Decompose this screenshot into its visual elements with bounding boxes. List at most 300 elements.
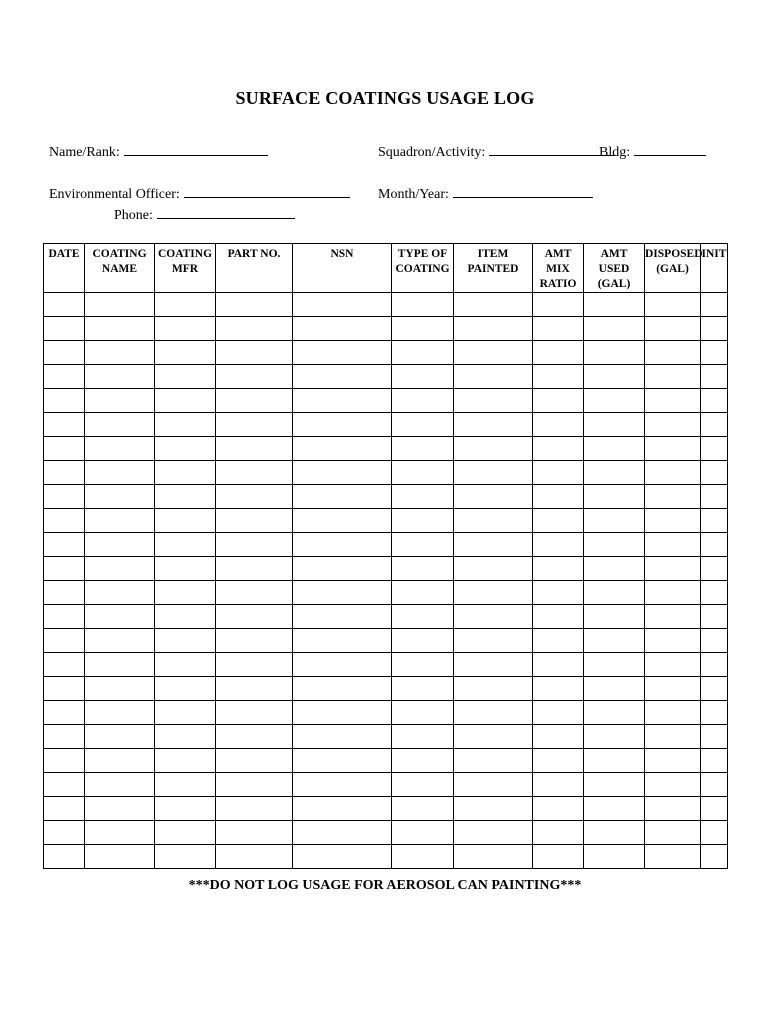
table-cell[interactable] — [293, 533, 392, 557]
table-cell[interactable] — [85, 509, 155, 533]
table-cell[interactable] — [44, 629, 85, 653]
table-cell[interactable] — [533, 797, 584, 821]
table-cell[interactable] — [454, 653, 533, 677]
table-cell[interactable] — [533, 461, 584, 485]
table-cell[interactable] — [533, 821, 584, 845]
table-cell[interactable] — [44, 677, 85, 701]
table-cell[interactable] — [392, 725, 454, 749]
table-cell[interactable] — [44, 341, 85, 365]
table-cell[interactable] — [155, 533, 216, 557]
table-cell[interactable] — [155, 485, 216, 509]
header-nsn: NSN — [293, 244, 392, 293]
table-cell[interactable] — [392, 821, 454, 845]
table-cell[interactable] — [155, 749, 216, 773]
squadron-activity-field — [378, 143, 615, 161]
table-cell[interactable] — [293, 701, 392, 725]
table-cell[interactable] — [293, 317, 392, 341]
table-cell[interactable] — [85, 317, 155, 341]
table-cell[interactable] — [645, 677, 701, 701]
table-cell[interactable] — [701, 845, 728, 869]
table-cell[interactable] — [645, 773, 701, 797]
table-cell[interactable] — [701, 821, 728, 845]
table-cell[interactable] — [155, 365, 216, 389]
table-cell[interactable] — [44, 773, 85, 797]
table-row — [44, 581, 728, 605]
squadron-activity-label: Squadron/Activity: — [378, 145, 486, 160]
table-cell[interactable] — [701, 677, 728, 701]
page-title: SURFACE COATINGS USAGE LOG — [235, 88, 535, 108]
table-cell[interactable] — [216, 437, 293, 461]
table-cell[interactable] — [533, 389, 584, 413]
table-cell[interactable] — [584, 437, 645, 461]
table-cell[interactable] — [454, 437, 533, 461]
table-cell[interactable] — [392, 773, 454, 797]
table-cell[interactable] — [645, 605, 701, 629]
table-cell[interactable] — [454, 317, 533, 341]
table-cell[interactable] — [155, 341, 216, 365]
table-cell[interactable] — [533, 749, 584, 773]
table-cell[interactable] — [44, 821, 85, 845]
table-cell[interactable] — [85, 605, 155, 629]
table-cell[interactable] — [584, 581, 645, 605]
table-cell[interactable] — [701, 581, 728, 605]
table-cell[interactable] — [533, 533, 584, 557]
table-cell[interactable] — [85, 293, 155, 317]
table-cell[interactable] — [293, 773, 392, 797]
table-cell[interactable] — [155, 293, 216, 317]
table-cell[interactable] — [533, 413, 584, 437]
table-cell[interactable] — [44, 845, 85, 869]
table-cell[interactable] — [85, 365, 155, 389]
table-cell[interactable] — [44, 317, 85, 341]
table-cell[interactable] — [44, 293, 85, 317]
table-cell[interactable] — [216, 317, 293, 341]
table-cell[interactable] — [44, 437, 85, 461]
table-cell[interactable] — [155, 773, 216, 797]
table-cell[interactable] — [454, 461, 533, 485]
table-cell[interactable] — [216, 509, 293, 533]
table-cell[interactable] — [645, 365, 701, 389]
table-cell[interactable] — [701, 437, 728, 461]
table-cell[interactable] — [44, 413, 85, 437]
table-cell[interactable] — [584, 797, 645, 821]
table-cell[interactable] — [44, 509, 85, 533]
phone-input-line[interactable] — [157, 206, 295, 219]
table-cell[interactable] — [216, 629, 293, 653]
table-cell[interactable] — [155, 701, 216, 725]
table-cell[interactable] — [85, 485, 155, 509]
table-cell[interactable] — [293, 845, 392, 869]
table-cell[interactable] — [392, 413, 454, 437]
table-cell[interactable] — [701, 389, 728, 413]
table-cell[interactable] — [645, 317, 701, 341]
table-cell[interactable] — [454, 533, 533, 557]
table-cell[interactable] — [216, 797, 293, 821]
table-cell[interactable] — [533, 317, 584, 341]
table-cell[interactable] — [533, 341, 584, 365]
table-cell[interactable] — [392, 485, 454, 509]
table-cell[interactable] — [584, 725, 645, 749]
table-cell[interactable] — [701, 365, 728, 389]
header-init: INIT — [701, 244, 728, 293]
table-cell[interactable] — [85, 389, 155, 413]
table-cell[interactable] — [155, 845, 216, 869]
environmental-officer-field — [49, 185, 350, 203]
table-cell[interactable] — [701, 413, 728, 437]
table-cell[interactable] — [85, 461, 155, 485]
table-cell[interactable] — [293, 725, 392, 749]
table-cell[interactable] — [44, 581, 85, 605]
table-cell[interactable] — [44, 605, 85, 629]
table-cell[interactable] — [454, 581, 533, 605]
table-cell[interactable] — [701, 317, 728, 341]
table-cell[interactable] — [645, 341, 701, 365]
table-cell[interactable] — [44, 389, 85, 413]
table-cell[interactable] — [533, 509, 584, 533]
table-cell[interactable] — [392, 845, 454, 869]
table-cell[interactable] — [44, 653, 85, 677]
table-cell[interactable] — [533, 581, 584, 605]
table-cell[interactable] — [85, 629, 155, 653]
table-cell[interactable] — [645, 749, 701, 773]
table-cell[interactable] — [454, 773, 533, 797]
table-cell[interactable] — [454, 389, 533, 413]
table-cell[interactable] — [584, 461, 645, 485]
table-cell[interactable] — [584, 485, 645, 509]
table-cell[interactable] — [584, 653, 645, 677]
table-cell[interactable] — [155, 605, 216, 629]
table-cell[interactable] — [584, 677, 645, 701]
table-cell[interactable] — [584, 557, 645, 581]
table-cell[interactable] — [701, 749, 728, 773]
table-cell[interactable] — [645, 557, 701, 581]
table-cell[interactable] — [454, 605, 533, 629]
table-cell[interactable] — [701, 293, 728, 317]
table-cell[interactable] — [155, 389, 216, 413]
table-cell[interactable] — [392, 581, 454, 605]
table-cell[interactable] — [392, 749, 454, 773]
table-cell[interactable] — [584, 821, 645, 845]
table-cell[interactable] — [216, 413, 293, 437]
table-cell[interactable] — [645, 701, 701, 725]
squadron-activity-input-line[interactable] — [489, 143, 615, 156]
table-cell[interactable] — [454, 725, 533, 749]
table-cell[interactable] — [85, 413, 155, 437]
table-row — [44, 389, 728, 413]
table-cell[interactable] — [155, 461, 216, 485]
table-cell[interactable] — [392, 389, 454, 413]
table-cell[interactable] — [293, 749, 392, 773]
table-cell[interactable] — [584, 389, 645, 413]
table-cell[interactable] — [216, 557, 293, 581]
table-cell[interactable] — [392, 365, 454, 389]
table-cell[interactable] — [85, 773, 155, 797]
table-cell[interactable] — [584, 605, 645, 629]
table-cell[interactable] — [85, 701, 155, 725]
table-row — [44, 413, 728, 437]
table-cell[interactable] — [392, 509, 454, 533]
table-cell[interactable] — [701, 797, 728, 821]
table-cell[interactable] — [454, 797, 533, 821]
table-cell[interactable] — [216, 701, 293, 725]
table-cell[interactable] — [392, 317, 454, 341]
table-cell[interactable] — [454, 293, 533, 317]
table-cell[interactable] — [645, 653, 701, 677]
table-cell[interactable] — [454, 749, 533, 773]
table-cell[interactable] — [533, 677, 584, 701]
table-cell[interactable] — [584, 629, 645, 653]
table-cell[interactable] — [155, 437, 216, 461]
table-cell[interactable] — [533, 605, 584, 629]
table-row — [44, 317, 728, 341]
table-cell[interactable] — [645, 725, 701, 749]
table-cell[interactable] — [645, 413, 701, 437]
table-cell[interactable] — [533, 773, 584, 797]
table-cell[interactable] — [701, 557, 728, 581]
table-cell[interactable] — [392, 653, 454, 677]
table-cell[interactable] — [216, 677, 293, 701]
table-cell[interactable] — [584, 509, 645, 533]
table-cell[interactable] — [533, 437, 584, 461]
bldg-field — [599, 143, 706, 161]
table-cell[interactable] — [293, 293, 392, 317]
table-cell[interactable] — [85, 533, 155, 557]
table-cell[interactable] — [454, 341, 533, 365]
table-cell[interactable] — [645, 437, 701, 461]
table-cell[interactable] — [701, 485, 728, 509]
table-cell[interactable] — [584, 701, 645, 725]
table-cell[interactable] — [645, 485, 701, 509]
table-cell[interactable] — [155, 821, 216, 845]
table-row — [44, 749, 728, 773]
table-cell[interactable] — [701, 509, 728, 533]
phone-field — [114, 206, 295, 224]
table-cell[interactable] — [701, 725, 728, 749]
table-cell[interactable] — [293, 653, 392, 677]
table-cell[interactable] — [155, 653, 216, 677]
table-cell[interactable] — [701, 605, 728, 629]
table-cell[interactable] — [533, 485, 584, 509]
table-cell[interactable] — [44, 701, 85, 725]
table-cell[interactable] — [293, 629, 392, 653]
table-cell[interactable] — [645, 461, 701, 485]
table-cell[interactable] — [293, 581, 392, 605]
table-cell[interactable] — [155, 413, 216, 437]
table-cell[interactable] — [454, 821, 533, 845]
table-cell[interactable] — [155, 581, 216, 605]
table-cell[interactable] — [216, 773, 293, 797]
table-cell[interactable] — [584, 341, 645, 365]
table-cell[interactable] — [392, 461, 454, 485]
table-cell[interactable] — [392, 293, 454, 317]
table-cell[interactable] — [701, 341, 728, 365]
table-cell[interactable] — [155, 557, 216, 581]
table-cell[interactable] — [645, 797, 701, 821]
table-cell[interactable] — [216, 845, 293, 869]
table-cell[interactable] — [584, 533, 645, 557]
table-cell[interactable] — [44, 725, 85, 749]
table-cell[interactable] — [584, 773, 645, 797]
table-cell[interactable] — [645, 293, 701, 317]
table-cell[interactable] — [293, 557, 392, 581]
table-cell[interactable] — [533, 701, 584, 725]
table-cell[interactable] — [216, 293, 293, 317]
table-cell[interactable] — [533, 725, 584, 749]
table-cell[interactable] — [701, 629, 728, 653]
table-cell[interactable] — [584, 365, 645, 389]
header-part-no: PART NO. — [216, 244, 293, 293]
header-amt-mix-ratio: AMT MIX RATIO — [533, 244, 584, 293]
table-cell[interactable] — [44, 485, 85, 509]
table-cell[interactable] — [85, 677, 155, 701]
table-cell[interactable] — [216, 605, 293, 629]
table-cell[interactable] — [85, 725, 155, 749]
table-cell[interactable] — [533, 629, 584, 653]
table-cell[interactable] — [216, 365, 293, 389]
table-cell[interactable] — [293, 677, 392, 701]
table-cell[interactable] — [85, 557, 155, 581]
table-row — [44, 653, 728, 677]
table-row — [44, 533, 728, 557]
table-cell[interactable] — [533, 653, 584, 677]
table-row — [44, 845, 728, 869]
table-cell[interactable] — [216, 821, 293, 845]
table-cell[interactable] — [584, 413, 645, 437]
table-cell[interactable] — [85, 797, 155, 821]
table-cell[interactable] — [454, 509, 533, 533]
table-cell[interactable] — [584, 317, 645, 341]
table-cell[interactable] — [392, 437, 454, 461]
bldg-input-line[interactable] — [634, 143, 706, 156]
table-body — [44, 293, 728, 869]
table-cell[interactable] — [293, 437, 392, 461]
table-cell[interactable] — [85, 581, 155, 605]
table-cell[interactable] — [44, 557, 85, 581]
table-cell[interactable] — [454, 677, 533, 701]
table-cell[interactable] — [216, 749, 293, 773]
table-cell[interactable] — [85, 821, 155, 845]
table-cell[interactable] — [454, 365, 533, 389]
table-cell[interactable] — [584, 749, 645, 773]
table-row — [44, 293, 728, 317]
table-cell[interactable] — [155, 725, 216, 749]
table-cell[interactable] — [454, 701, 533, 725]
name-rank-input-line[interactable] — [124, 143, 268, 156]
table-cell[interactable] — [44, 365, 85, 389]
table-cell[interactable] — [454, 557, 533, 581]
usage-log-table — [43, 243, 728, 869]
table-row — [44, 485, 728, 509]
table-cell[interactable] — [155, 797, 216, 821]
table-cell[interactable] — [645, 581, 701, 605]
table-cell[interactable] — [155, 509, 216, 533]
table-cell[interactable] — [293, 797, 392, 821]
table-cell[interactable] — [293, 389, 392, 413]
table-cell[interactable] — [85, 845, 155, 869]
table-cell[interactable] — [645, 845, 701, 869]
table-cell[interactable] — [44, 797, 85, 821]
table-cell[interactable] — [584, 293, 645, 317]
table-cell[interactable] — [216, 653, 293, 677]
table-cell[interactable] — [216, 461, 293, 485]
table-cell[interactable] — [85, 749, 155, 773]
table-cell[interactable] — [293, 605, 392, 629]
table-cell[interactable] — [216, 533, 293, 557]
table-cell[interactable] — [392, 701, 454, 725]
table-cell[interactable] — [645, 533, 701, 557]
table-cell[interactable] — [701, 533, 728, 557]
month-year-input-line[interactable] — [453, 185, 593, 198]
table-cell[interactable] — [216, 581, 293, 605]
table-cell[interactable] — [645, 389, 701, 413]
table-cell[interactable] — [392, 797, 454, 821]
header-item-painted: ITEM PAINTED — [454, 244, 533, 293]
table-cell[interactable] — [454, 485, 533, 509]
table-cell[interactable] — [533, 365, 584, 389]
table-cell[interactable] — [392, 629, 454, 653]
table-cell[interactable] — [293, 821, 392, 845]
table-cell[interactable] — [645, 821, 701, 845]
table-cell[interactable] — [392, 677, 454, 701]
table-cell[interactable] — [392, 533, 454, 557]
table-cell[interactable] — [216, 485, 293, 509]
table-cell[interactable] — [216, 389, 293, 413]
table-cell[interactable] — [216, 725, 293, 749]
table-cell[interactable] — [701, 653, 728, 677]
table-cell[interactable] — [44, 749, 85, 773]
table-cell[interactable] — [533, 557, 584, 581]
table-row — [44, 341, 728, 365]
table-cell[interactable] — [155, 677, 216, 701]
table-cell[interactable] — [293, 341, 392, 365]
table-cell[interactable] — [85, 341, 155, 365]
header-date: DATE — [44, 244, 85, 293]
table-cell[interactable] — [701, 701, 728, 725]
environmental-officer-label: Environmental Officer: — [49, 187, 180, 202]
table-cell[interactable] — [293, 413, 392, 437]
table-cell[interactable] — [155, 317, 216, 341]
table-cell[interactable] — [85, 653, 155, 677]
table-cell[interactable] — [155, 629, 216, 653]
table-cell[interactable] — [645, 509, 701, 533]
table-cell[interactable] — [392, 557, 454, 581]
bldg-label: Bldg: — [599, 145, 631, 160]
table-cell[interactable] — [454, 845, 533, 869]
table-cell[interactable] — [44, 533, 85, 557]
table-cell[interactable] — [645, 629, 701, 653]
table-cell[interactable] — [584, 845, 645, 869]
table-row — [44, 797, 728, 821]
table-cell[interactable] — [293, 509, 392, 533]
table-cell[interactable] — [533, 293, 584, 317]
header-coating-mfr: COATING MFR — [155, 244, 216, 293]
table-cell[interactable] — [392, 341, 454, 365]
table-cell[interactable] — [216, 341, 293, 365]
table-cell[interactable] — [293, 461, 392, 485]
table-cell[interactable] — [392, 605, 454, 629]
table-cell[interactable] — [44, 461, 85, 485]
table-cell[interactable] — [701, 461, 728, 485]
table-cell[interactable] — [293, 365, 392, 389]
table-cell[interactable] — [454, 413, 533, 437]
table-cell[interactable] — [701, 773, 728, 797]
table-cell[interactable] — [454, 629, 533, 653]
environmental-officer-input-line[interactable] — [184, 185, 350, 198]
table-cell[interactable] — [85, 437, 155, 461]
table-row — [44, 509, 728, 533]
table-cell[interactable] — [293, 485, 392, 509]
table-cell[interactable] — [533, 845, 584, 869]
